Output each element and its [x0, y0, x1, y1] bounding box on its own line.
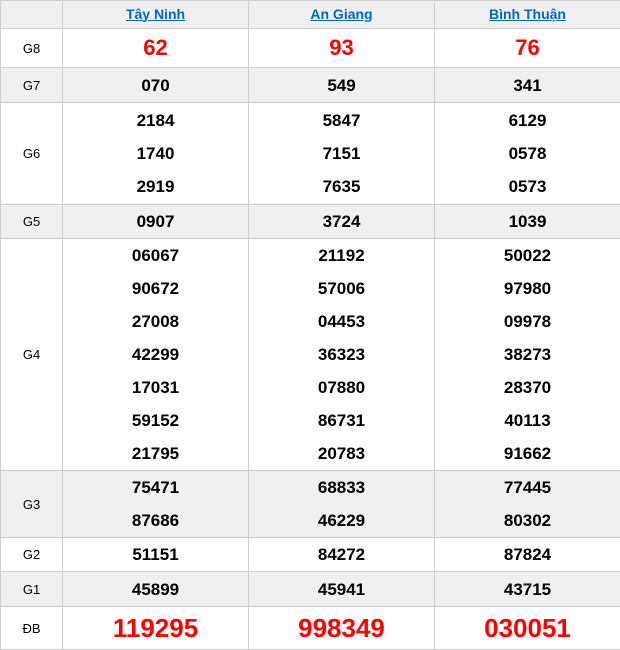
result-number: 21192: [249, 239, 434, 272]
result-number: 0907: [63, 205, 248, 238]
result-number: 549: [249, 69, 434, 102]
header-row: [1, 1, 620, 29]
result-number: 59152: [63, 404, 248, 437]
result-number: 38273: [435, 338, 620, 371]
result-cell: [435, 239, 620, 471]
prize-row-db: [1, 607, 620, 650]
result-cell: [249, 471, 435, 538]
prize-column-header: [1, 1, 63, 29]
result-number: 80302: [435, 504, 620, 537]
result-number: 04453: [249, 305, 434, 338]
result-cell: [435, 538, 620, 572]
result-number: 341: [435, 69, 620, 102]
column-header-an-giang: [249, 1, 435, 29]
result-number: 84272: [249, 538, 434, 571]
result-cell: [249, 103, 435, 205]
result-number: 45899: [63, 573, 248, 606]
result-number: 030051: [435, 607, 620, 649]
prize-row-g1: [1, 572, 620, 607]
result-number: 77445: [435, 471, 620, 504]
prize-label: G3: [1, 471, 63, 538]
result-number: 86731: [249, 404, 434, 437]
result-number: 27008: [63, 305, 248, 338]
result-number: 6129: [435, 104, 620, 137]
result-number: 1039: [435, 205, 620, 238]
result-number: 36323: [249, 338, 434, 371]
result-cell: [435, 607, 620, 650]
province-link-an-giang[interactable]: An Giang: [310, 6, 372, 22]
result-number: 2919: [63, 170, 248, 203]
province-link-tay-ninh[interactable]: Tây Ninh: [126, 6, 185, 22]
prize-row-g4: [1, 239, 620, 471]
result-cell: [249, 239, 435, 471]
result-number: 7151: [249, 137, 434, 170]
prize-row-g3: [1, 471, 620, 538]
result-number: 93: [249, 29, 434, 67]
result-cell: [63, 538, 249, 572]
result-cell: [435, 68, 620, 103]
prize-label: G6: [1, 103, 63, 205]
result-number: 07880: [249, 371, 434, 404]
result-number: 68833: [249, 471, 434, 504]
prize-label: ĐB: [1, 607, 63, 650]
result-number: 43715: [435, 573, 620, 606]
result-cell: [435, 471, 620, 538]
result-number: 17031: [63, 371, 248, 404]
result-number: 40113: [435, 404, 620, 437]
result-cell: [249, 607, 435, 650]
result-number: 46229: [249, 504, 434, 537]
result-number: 42299: [63, 338, 248, 371]
result-number: 20783: [249, 437, 434, 470]
result-cell: [63, 239, 249, 471]
result-number: 87824: [435, 538, 620, 571]
result-number: 1740: [63, 137, 248, 170]
result-number: 2184: [63, 104, 248, 137]
result-number: 62: [63, 29, 248, 67]
prize-row-g7: [1, 68, 620, 103]
prize-label: G8: [1, 29, 63, 68]
result-cell: [63, 68, 249, 103]
result-cell: [435, 572, 620, 607]
result-number: 3724: [249, 205, 434, 238]
result-number: 06067: [63, 239, 248, 272]
result-cell: [249, 572, 435, 607]
prize-row-g8: [1, 29, 620, 68]
result-cell: [435, 29, 620, 68]
prize-row-g2: [1, 538, 620, 572]
result-number: 50022: [435, 239, 620, 272]
result-cell: [63, 29, 249, 68]
result-number: 57006: [249, 272, 434, 305]
prize-label: G7: [1, 68, 63, 103]
prize-label: G2: [1, 538, 63, 572]
result-number: 28370: [435, 371, 620, 404]
result-number: 87686: [63, 504, 248, 537]
result-cell: [435, 205, 620, 239]
result-cell: [249, 205, 435, 239]
result-cell: [249, 538, 435, 572]
result-cell: [249, 68, 435, 103]
result-number: 45941: [249, 573, 434, 606]
result-number: 09978: [435, 305, 620, 338]
result-number: 0573: [435, 170, 620, 203]
result-cell: [249, 29, 435, 68]
result-number: 51151: [63, 538, 248, 571]
prize-row-g5: [1, 205, 620, 239]
result-number: 7635: [249, 170, 434, 203]
result-number: 119295: [63, 607, 248, 649]
province-link-binh-thuan[interactable]: Bình Thuận: [489, 6, 566, 22]
result-cell: [435, 103, 620, 205]
prize-label: G4: [1, 239, 63, 471]
result-number: 070: [63, 69, 248, 102]
result-number: 998349: [249, 607, 434, 649]
result-cell: [63, 607, 249, 650]
result-number: 76: [435, 29, 620, 67]
prize-row-g6: [1, 103, 620, 205]
result-cell: [63, 205, 249, 239]
column-header-binh-thuan: [435, 1, 620, 29]
result-cell: [63, 572, 249, 607]
result-number: 75471: [63, 471, 248, 504]
column-header-tay-ninh: [63, 1, 249, 29]
prize-label: G5: [1, 205, 63, 239]
result-cell: [63, 471, 249, 538]
result-number: 91662: [435, 437, 620, 470]
prize-label: G1: [1, 572, 63, 607]
result-number: 5847: [249, 104, 434, 137]
result-number: 97980: [435, 272, 620, 305]
result-number: 21795: [63, 437, 248, 470]
result-number: 0578: [435, 137, 620, 170]
result-number: 90672: [63, 272, 248, 305]
result-cell: [63, 103, 249, 205]
